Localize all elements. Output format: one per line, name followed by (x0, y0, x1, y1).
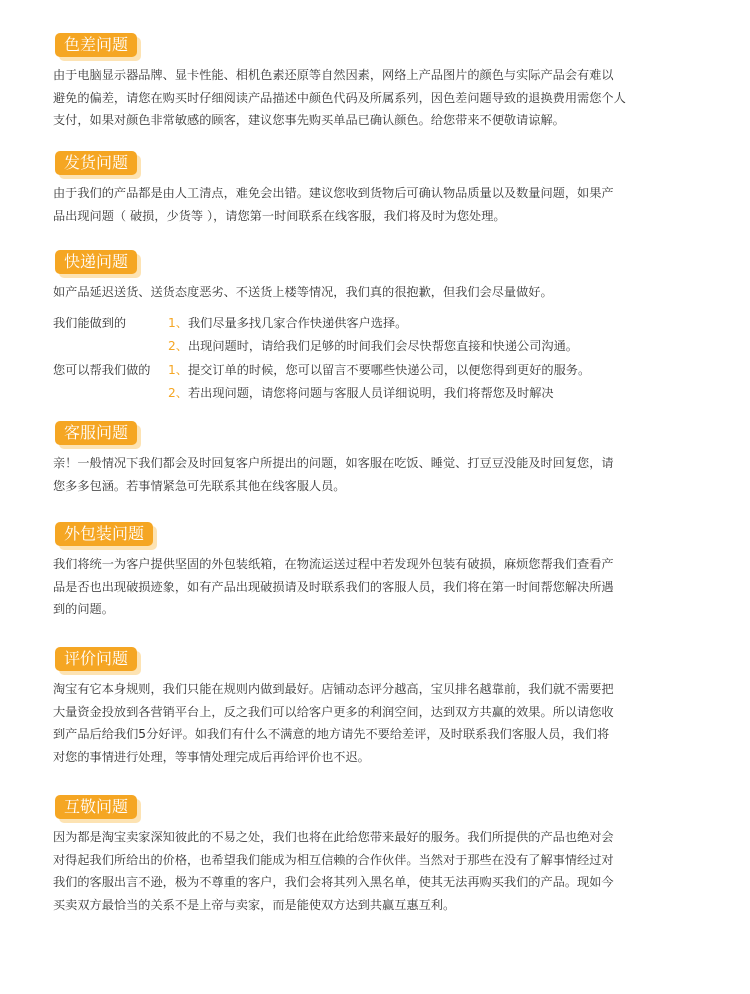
row-label (53, 382, 168, 406)
section-courier (53, 250, 693, 406)
row-number: 2、 (168, 386, 188, 400)
section-text: 如产品延迟送货、送货态度恶劣、不送货上楼等情况，我们真的很抱歉，但我们会尽量做好。 (53, 285, 553, 299)
section-text: 由于电脑显示器品牌、显卡性能、相机色素还原等自然因素，网络上产品图片的颜色与实际产品会有难以 避免的偏差，请您在购买时仔细阅读产品描述中颜色代码及所属系列，因色差问题导致的退换费用需您个人 支付，如果对颜色非常敏感的顾客，建议您事先购买单品已确认颜色。给您带来不便敬请谅解。 (53, 68, 626, 127)
section-reviews (53, 647, 693, 768)
section-title: 评价问题 (55, 647, 137, 671)
section-customer-service (53, 421, 693, 497)
courier-commitments (53, 312, 693, 406)
section-title: 外包装问题 (55, 522, 153, 546)
section-title: 发货问题 (55, 151, 137, 175)
section-text: 由于我们的产品都是由人工清点，难免会出错。建议您收到货物后可确认物品质量以及数量问题，如果产 品出现问题（ 破损，少货等 ），请您第一时间联系在线客服，我们将及时为您处理。 (53, 186, 614, 223)
list-item (53, 312, 693, 336)
list-item (53, 359, 693, 383)
row-text: 提交订单的时候，您可以留言不要哪些快递公司，以便您得到更好的服务。 (188, 362, 591, 377)
section-color-difference (53, 33, 693, 132)
section-title: 互敬问题 (55, 795, 137, 819)
row-label: 我们能做到的 (53, 315, 127, 330)
row-text: 出现问题时，请给我们足够的时间我们会尽快帮您直接和快递公司沟通。 (188, 339, 578, 353)
section-packaging (53, 522, 693, 621)
section-mutual-respect (53, 795, 693, 916)
list-item (53, 382, 693, 406)
section-title: 快递问题 (55, 250, 137, 274)
section-text: 我们将统一为客户提供坚固的外包装纸箱，在物流运送过程中若发现外包装有破损，麻烦您帮我们查看产 品是否也出现破损迹象，如有产品出现破损请及时联系我们的客服人员，我们将在第一时间帮您解决所遇 到的问题。 (53, 557, 614, 616)
row-text: 我们尽量多找几家合作快递供客户选择。 (188, 315, 408, 330)
section-text: 因为都是淘宝卖家深知彼此的不易之处，我们也将在此给您带来最好的服务。我们所提供的产品也绝对会 对得起我们所给出的价格，也希望我们能成为相互信赖的合作伙伴。当然对于那些在没有了解事情经过对 我们的客服出言不逊，极为不尊重的客户，我们会将其列入黑名单，使其无法再购买我们的产品。现如今 买卖双方最恰当的关系不是上帝与卖家，而是能使双方达到共赢互惠互利。 (53, 830, 614, 912)
section-title: 客服问题 (55, 421, 137, 445)
row-number: 2、 (168, 339, 188, 353)
section-title: 色差问题 (55, 33, 137, 57)
section-text: 淘宝有它本身规则，我们只能在规则内做到最好。店铺动态评分越高，宝贝排名越靠前，我们就不需要把 大量资金投放到各营销平台上，反之我们可以给客户更多的利润空间，达到双方共赢的效果。所以请您收 到产品后给我们5分好评。如我们有什么不满意的地方请先不要给差评，及时联系我们客服人员，我们将 对您的事情进行处理，等事情处理完成后再给评价也不迟。 (53, 682, 614, 764)
section-text: 亲！一般情况下我们都会及时回复客户所提出的问题，如客服在吃饭、睡觉、打豆豆没能及时回复您，请 您多多包涵。若事情紧急可先联系其他在线客服人员。 (53, 456, 614, 493)
row-label: 您可以帮我们做的 (53, 362, 151, 377)
row-number: 1、 (168, 362, 188, 377)
row-label (53, 335, 168, 359)
row-number: 1、 (168, 315, 188, 330)
list-item (53, 335, 693, 359)
row-text: 若出现问题，请您将问题与客服人员详细说明，我们将帮您及时解决 (188, 386, 554, 400)
section-shipping (53, 151, 693, 227)
